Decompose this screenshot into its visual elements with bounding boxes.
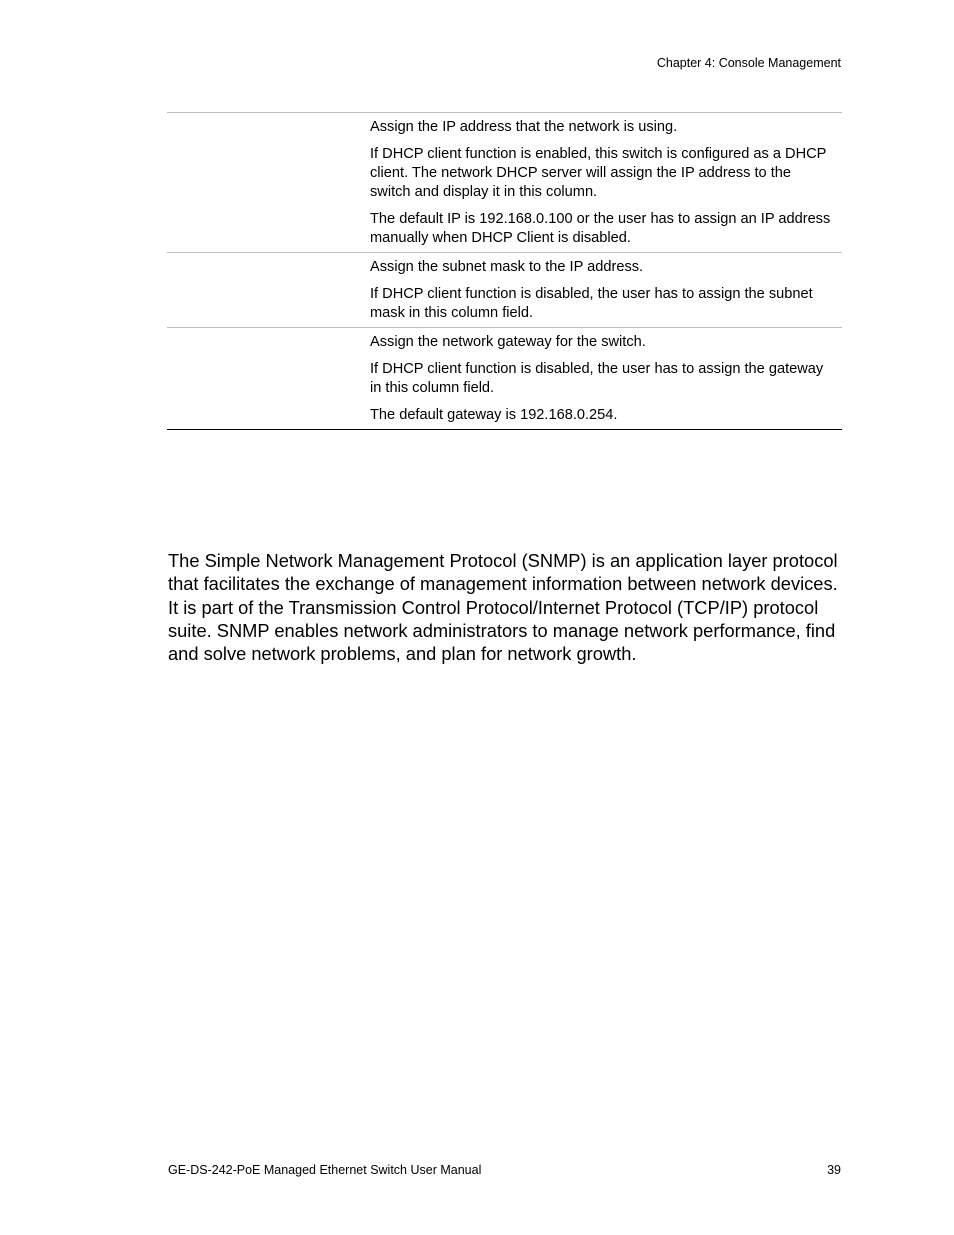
parameter-table <box>167 112 842 430</box>
description-paragraph: The default gateway is 192.168.0.254. <box>370 407 618 423</box>
parameter-name-cell <box>167 113 370 253</box>
body-paragraph: The Simple Network Management Protocol (SNMP) is an application layer protocol that facilitates the exchange of management information between network devices. It is part of the Transmission Control Protocol/Internet Protocol (TCP/IP) protocol suite. SNMP enables network administrators to manage network performance, find and solve network problems, and plan for network growth. <box>168 550 838 665</box>
description-paragraph: Assign the subnet mask to the IP address. <box>370 259 644 275</box>
parameter-name-cell <box>167 328 370 430</box>
description-paragraph: If DHCP client function is disabled, the user has to assign the gateway in this column field. <box>370 361 824 396</box>
footer-page-number: 39 <box>827 1163 841 1177</box>
parameter-name-cell <box>167 253 370 328</box>
table-row <box>167 113 842 253</box>
parameter-description-cell <box>370 253 842 328</box>
description-paragraph: If DHCP client function is enabled, this switch is configured as a DHCP client. The network DHCP server will assign the IP address to the switch and display it in this column. <box>370 146 827 200</box>
description-paragraph: Assign the IP address that the network is using. <box>370 119 678 135</box>
footer-manual-title: GE-DS-242-PoE Managed Ethernet Switch User Manual <box>168 1163 482 1177</box>
description-paragraph: The default IP is 192.168.0.100 or the user has to assign an IP address manually when DHCP Client is disabled. <box>370 211 831 246</box>
running-header: Chapter 4: Console Management <box>656 56 841 70</box>
parameter-description-cell <box>370 328 842 430</box>
description-paragraph: If DHCP client function is disabled, the user has to assign the subnet mask in this column field. <box>370 286 813 321</box>
parameter-description-cell <box>370 113 842 253</box>
table-row <box>167 253 842 328</box>
description-paragraph: Assign the network gateway for the switch. <box>370 334 646 350</box>
table-row <box>167 328 842 430</box>
